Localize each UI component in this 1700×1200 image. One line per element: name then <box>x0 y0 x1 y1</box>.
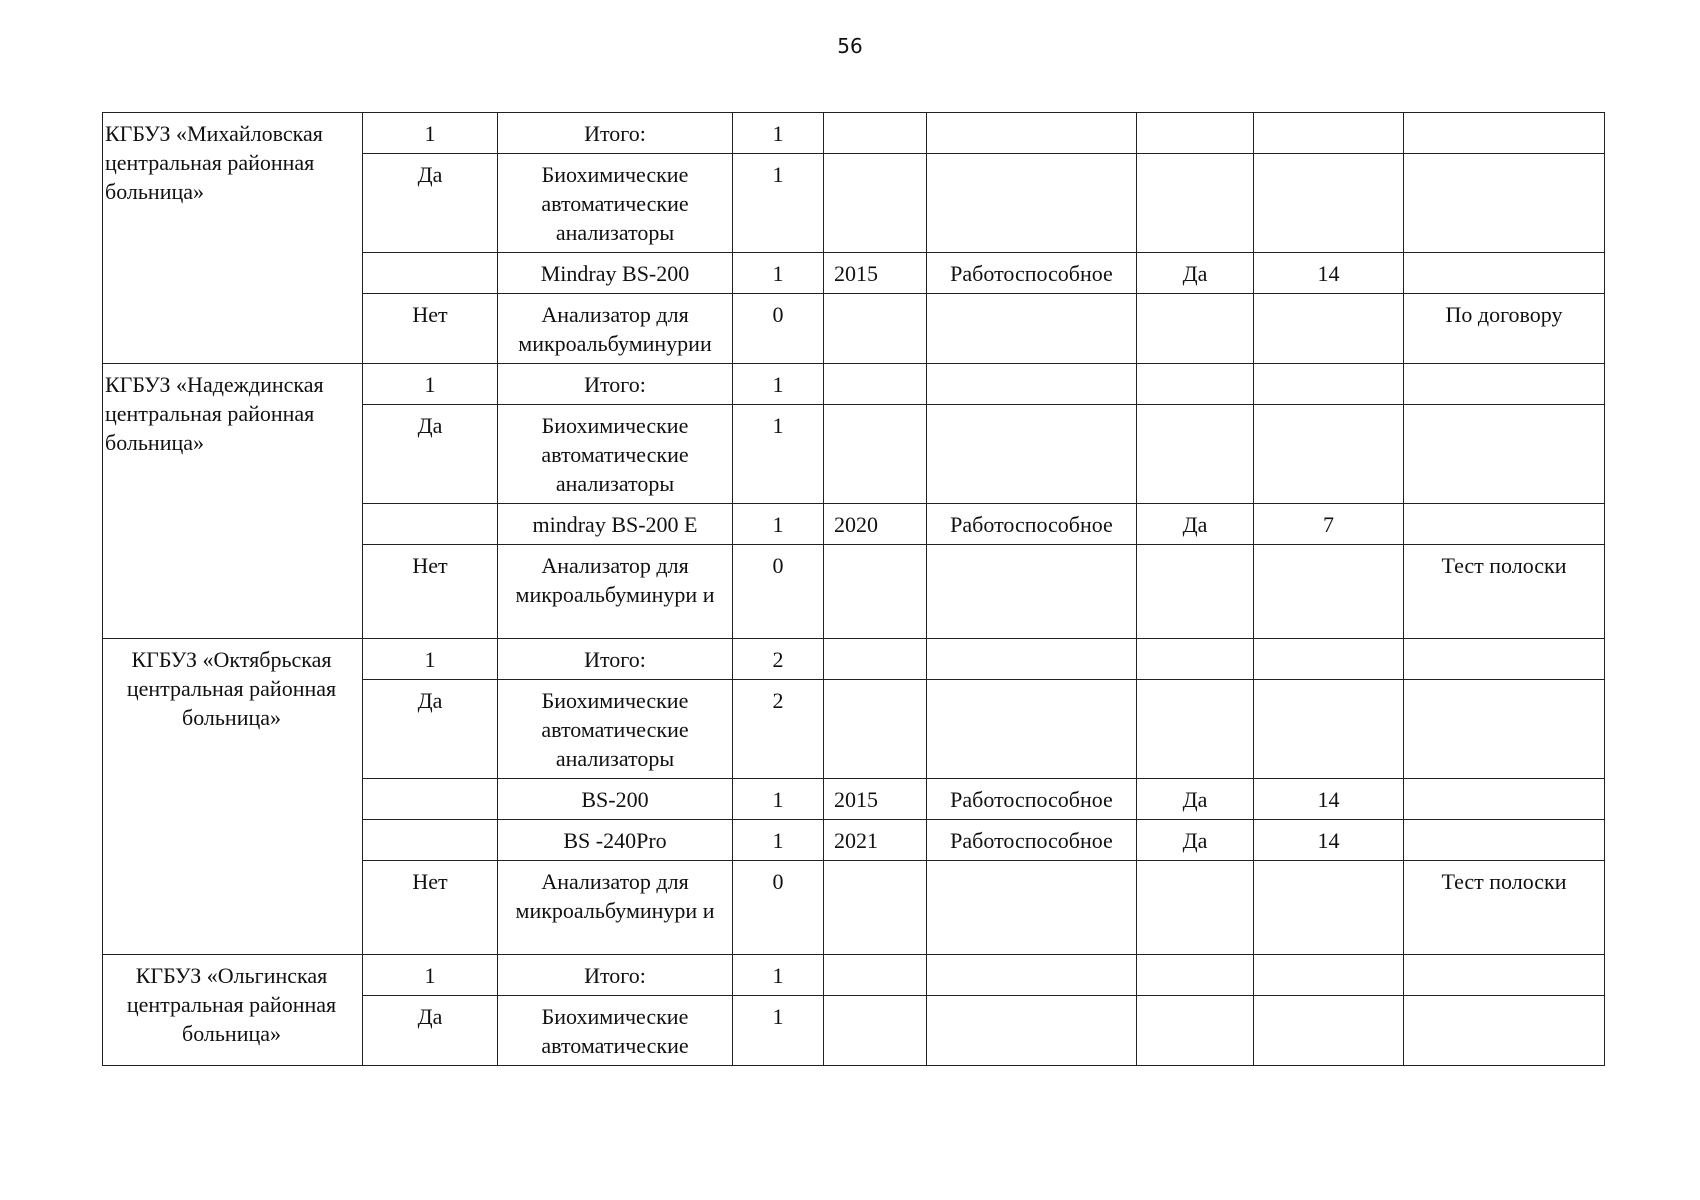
cell-in-use <box>1137 113 1254 154</box>
cell-in-use: Да <box>1137 820 1254 861</box>
cell-equipment-name: Биохимические автоматические анализаторы <box>498 405 733 504</box>
organization-name: КГБУЗ «Михайловская центральная районная больница» <box>105 121 323 204</box>
cell-count: 1 <box>733 364 824 405</box>
cell-note <box>1404 996 1605 1066</box>
cell-in-use <box>1137 639 1254 680</box>
cell-flag: Нет <box>363 545 498 639</box>
cell-note <box>1404 253 1605 294</box>
cell-in-use <box>1137 680 1254 779</box>
cell-days: 14 <box>1254 779 1404 820</box>
cell-condition <box>927 996 1137 1066</box>
cell-note <box>1404 405 1605 504</box>
equipment-table <box>102 112 1605 1066</box>
cell-flag: Да <box>363 680 498 779</box>
cell-days <box>1254 861 1404 955</box>
cell-flag <box>363 779 498 820</box>
cell-year <box>824 405 927 504</box>
cell-count: 0 <box>733 861 824 955</box>
table-body <box>103 113 1605 1066</box>
cell-count: 1 <box>733 779 824 820</box>
organization-name: КГБУЗ «Октябрьская центральная районная больница» <box>126 647 337 730</box>
cell-note <box>1404 639 1605 680</box>
cell-organization <box>103 113 363 364</box>
cell-flag: Нет <box>363 861 498 955</box>
table-row <box>103 113 1605 154</box>
cell-count: 2 <box>733 680 824 779</box>
cell-condition <box>927 955 1137 996</box>
cell-days <box>1254 680 1404 779</box>
cell-in-use <box>1137 955 1254 996</box>
cell-days <box>1254 996 1404 1066</box>
cell-condition <box>927 545 1137 639</box>
cell-equipment-name: Итого: <box>498 639 733 680</box>
cell-equipment-name: Анализатор для микроальбуминурии <box>498 294 733 364</box>
table-row <box>103 364 1605 405</box>
cell-note: Тест полоски <box>1404 861 1605 955</box>
cell-days <box>1254 405 1404 504</box>
cell-equipment-name: Итого: <box>498 955 733 996</box>
cell-condition: Работоспособное <box>927 253 1137 294</box>
table-row <box>103 955 1605 996</box>
cell-equipment-name: mindray BS-200 E <box>498 504 733 545</box>
cell-year <box>824 680 927 779</box>
cell-in-use <box>1137 861 1254 955</box>
cell-note <box>1404 955 1605 996</box>
cell-count: 1 <box>733 113 824 154</box>
cell-year <box>824 955 927 996</box>
cell-note <box>1404 504 1605 545</box>
table-row <box>103 639 1605 680</box>
cell-flag <box>363 253 498 294</box>
cell-equipment-name: BS-200 <box>498 779 733 820</box>
cell-count: 0 <box>733 545 824 639</box>
cell-condition: Работоспособное <box>927 504 1137 545</box>
cell-days <box>1254 364 1404 405</box>
cell-flag: Да <box>363 405 498 504</box>
cell-count: 2 <box>733 639 824 680</box>
cell-days <box>1254 113 1404 154</box>
cell-equipment-name: Mindray BS-200 <box>498 253 733 294</box>
cell-note <box>1404 154 1605 253</box>
cell-condition <box>927 861 1137 955</box>
cell-days <box>1254 639 1404 680</box>
cell-in-use <box>1137 154 1254 253</box>
cell-equipment-name: Итого: <box>498 113 733 154</box>
cell-year <box>824 639 927 680</box>
cell-condition <box>927 639 1137 680</box>
cell-flag: 1 <box>363 639 498 680</box>
cell-year: 2015 <box>824 253 927 294</box>
cell-organization <box>103 639 363 955</box>
cell-year <box>824 861 927 955</box>
organization-name: КГБУЗ «Ольгинская центральная районная больница» <box>126 963 337 1046</box>
cell-equipment-name: Биохимические автоматические <box>498 996 733 1066</box>
cell-note <box>1404 820 1605 861</box>
cell-year: 2015 <box>824 779 927 820</box>
cell-count: 1 <box>733 504 824 545</box>
cell-in-use <box>1137 545 1254 639</box>
cell-count: 1 <box>733 820 824 861</box>
cell-year <box>824 113 927 154</box>
cell-condition <box>927 294 1137 364</box>
cell-count: 1 <box>733 996 824 1066</box>
cell-condition <box>927 405 1137 504</box>
cell-equipment-name: Анализатор для микроальбуминури и <box>498 861 733 955</box>
cell-in-use: Да <box>1137 779 1254 820</box>
cell-equipment-name: Анализатор для микроальбуминури и <box>498 545 733 639</box>
cell-equipment-name: Биохимические автоматические анализаторы <box>498 680 733 779</box>
cell-year <box>824 154 927 253</box>
cell-equipment-name: BS -240Pro <box>498 820 733 861</box>
cell-flag: Да <box>363 154 498 253</box>
cell-year: 2020 <box>824 504 927 545</box>
organization-name: КГБУЗ «Надеждинская центральная районная больница» <box>105 372 324 455</box>
cell-note <box>1404 364 1605 405</box>
cell-note: Тест полоски <box>1404 545 1605 639</box>
cell-days <box>1254 545 1404 639</box>
cell-count: 1 <box>733 253 824 294</box>
cell-condition: Работоспособное <box>927 820 1137 861</box>
cell-count: 1 <box>733 955 824 996</box>
cell-year <box>824 996 927 1066</box>
cell-days: 14 <box>1254 820 1404 861</box>
cell-note <box>1404 680 1605 779</box>
cell-condition <box>927 154 1137 253</box>
cell-condition <box>927 680 1137 779</box>
cell-days <box>1254 294 1404 364</box>
cell-in-use <box>1137 364 1254 405</box>
cell-note <box>1404 779 1605 820</box>
cell-year: 2021 <box>824 820 927 861</box>
cell-in-use: Да <box>1137 253 1254 294</box>
cell-in-use <box>1137 996 1254 1066</box>
cell-equipment-name: Итого: <box>498 364 733 405</box>
cell-days <box>1254 154 1404 253</box>
cell-count: 1 <box>733 154 824 253</box>
cell-condition <box>927 364 1137 405</box>
cell-note: По договору <box>1404 294 1605 364</box>
cell-year <box>824 545 927 639</box>
cell-condition <box>927 113 1137 154</box>
cell-flag <box>363 504 498 545</box>
cell-days: 7 <box>1254 504 1404 545</box>
cell-condition: Работоспособное <box>927 779 1137 820</box>
cell-equipment-name: Биохимические автоматические анализаторы <box>498 154 733 253</box>
cell-year <box>824 364 927 405</box>
cell-days: 14 <box>1254 253 1404 294</box>
cell-flag: 1 <box>363 113 498 154</box>
cell-days <box>1254 955 1404 996</box>
page-number: 56 <box>837 34 863 58</box>
cell-count: 1 <box>733 405 824 504</box>
cell-organization <box>103 955 363 1066</box>
cell-in-use <box>1137 405 1254 504</box>
cell-flag: 1 <box>363 955 498 996</box>
cell-in-use <box>1137 294 1254 364</box>
cell-count: 0 <box>733 294 824 364</box>
cell-flag: Да <box>363 996 498 1066</box>
cell-year <box>824 294 927 364</box>
cell-flag: Нет <box>363 294 498 364</box>
cell-note <box>1404 113 1605 154</box>
cell-organization <box>103 364 363 639</box>
cell-flag <box>363 820 498 861</box>
cell-flag: 1 <box>363 364 498 405</box>
cell-in-use: Да <box>1137 504 1254 545</box>
